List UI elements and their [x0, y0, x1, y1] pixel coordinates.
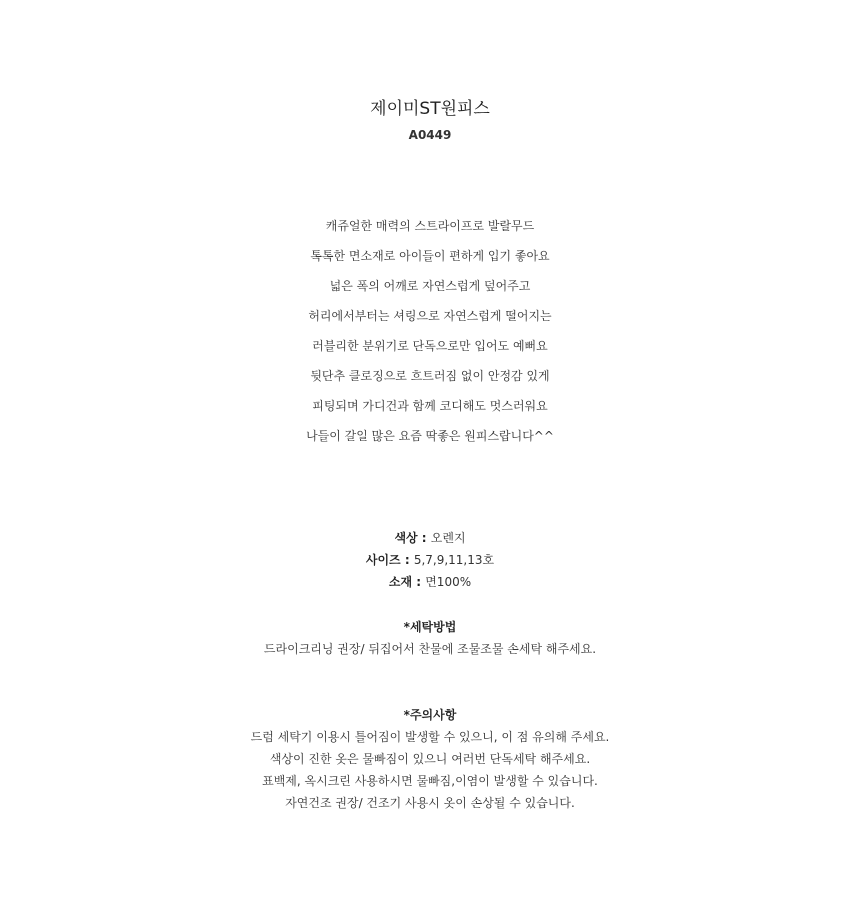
description-line: 러블리한 분위기로 단독으로만 입어도 예뻐요 — [312, 339, 548, 353]
product-specs — [0, 527, 860, 593]
spec-color-value: 오렌지 — [430, 531, 466, 545]
spec-size — [0, 549, 860, 571]
spec-size-value: 5,7,9,11,13호 — [413, 553, 495, 567]
caution-line: 드럼 세탁기 이용시 틀어짐이 발생할 수 있으니, 이 점 유의해 주세요. — [250, 730, 610, 744]
spec-material-value: 면100% — [425, 575, 472, 589]
description-line: 톡톡한 면소재로 아이들이 편하게 입기 좋아요 — [310, 249, 550, 263]
caution-line: 자연건조 권장/ 건조기 사용시 옷이 손상될 수 있습니다. — [285, 796, 575, 810]
spec-size-label: 사이즈 : — [365, 553, 414, 567]
description-line: 넓은 폭의 어깨로 자연스럽게 덮어주고 — [329, 279, 531, 293]
description-line: 나들이 갈일 많은 요즘 딱좋은 원피스랍니다^^ — [306, 429, 554, 443]
caution-heading: *주의사항 — [403, 708, 457, 722]
caution-line: 색상이 진한 옷은 물빠짐이 있으니 여러번 단독세탁 해주세요. — [269, 752, 591, 766]
description-line: 피팅되며 가디건과 함께 코디해도 멋스러워요 — [312, 399, 548, 413]
spec-color — [0, 527, 860, 549]
spec-material — [0, 571, 860, 593]
product-description — [0, 211, 860, 451]
description-line: 허리에서부터는 셔링으로 자연스럽게 떨어지는 — [308, 309, 552, 323]
product-code: A0449 — [408, 128, 452, 142]
caution-section — [0, 704, 860, 814]
description-line: 캐쥬얼한 매력의 스트라이프로 발랄무드 — [325, 219, 535, 233]
spec-color-label: 색상 : — [394, 531, 431, 545]
washing-heading: *세탁방법 — [403, 620, 457, 634]
product-title: 제이미ST원피스 — [370, 99, 490, 119]
spec-material-label: 소재 : — [388, 575, 426, 589]
washing-section — [0, 616, 860, 660]
washing-line: 드라이크리닝 권장/ 뒤집어서 찬물에 조물조물 손세탁 해주세요. — [263, 642, 597, 656]
caution-line: 표백제, 옥시크린 사용하시면 물빠짐,이염이 발생할 수 있습니다. — [262, 774, 598, 788]
description-line: 뒷단추 클로징으로 흐트러짐 없이 안정감 있게 — [310, 369, 550, 383]
